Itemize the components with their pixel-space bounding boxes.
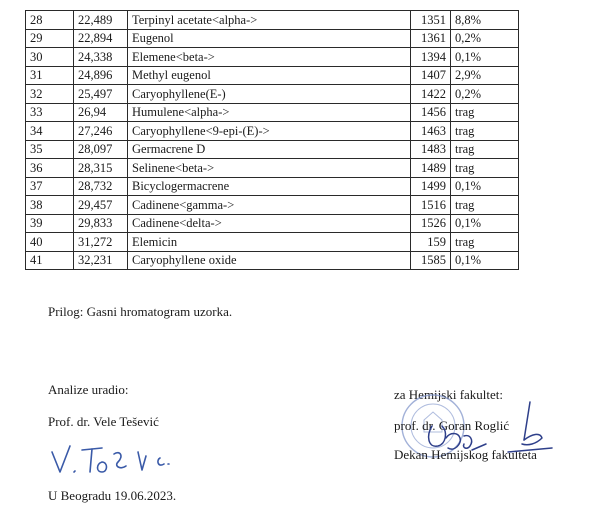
cell-percentage: trag	[451, 122, 519, 141]
cell-percentage: trag	[451, 140, 519, 159]
attachment-note: Prilog: Gasni hromatogram uzorka.	[48, 304, 233, 319]
cell-compound: Humulene<alpha->	[128, 103, 411, 122]
cell-number: 39	[26, 214, 74, 233]
cell-retention-index: 1407	[411, 66, 451, 85]
cell-number: 41	[26, 251, 74, 270]
cell-retention-index: 1489	[411, 159, 451, 178]
cell-percentage: 0,1%	[451, 48, 519, 67]
cell-number: 38	[26, 196, 74, 215]
cell-compound: Cadinene<gamma->	[128, 196, 411, 215]
table-row	[26, 11, 519, 30]
analyst-name: Prof. dr. Vele Tešević	[48, 414, 159, 429]
dean-title: Dekan Hemijskog fakulteta	[394, 447, 537, 462]
table-row	[26, 29, 519, 48]
cell-retention-index: 1463	[411, 122, 451, 141]
faculty-label: za Hemijski fakultet:	[394, 387, 504, 402]
cell-retention-index: 1351	[411, 11, 451, 30]
cell-compound: Germacrene D	[128, 140, 411, 159]
cell-compound: Elemicin	[128, 233, 411, 252]
cell-retention-index: 159	[411, 233, 451, 252]
cell-percentage: trag	[451, 159, 519, 178]
cell-retention-index: 1361	[411, 29, 451, 48]
cell-retention-time: 32,231	[74, 251, 128, 270]
cell-retention-index: 1422	[411, 85, 451, 104]
cell-retention-time: 24,896	[74, 66, 128, 85]
table-row	[26, 103, 519, 122]
cell-compound: Selinene<beta->	[128, 159, 411, 178]
cell-number: 34	[26, 122, 74, 141]
cell-retention-time: 26,94	[74, 103, 128, 122]
cell-number: 28	[26, 11, 74, 30]
cell-retention-time: 25,497	[74, 85, 128, 104]
cell-number: 32	[26, 85, 74, 104]
analyst-signature	[50, 440, 180, 480]
table-row	[26, 196, 519, 215]
cell-number: 36	[26, 159, 74, 178]
cell-retention-time: 22,489	[74, 11, 128, 30]
cell-retention-time: 29,833	[74, 214, 128, 233]
cell-percentage: 0,1%	[451, 177, 519, 196]
cell-compound: Bicyclogermacrene	[128, 177, 411, 196]
cell-number: 33	[26, 103, 74, 122]
cell-retention-time: 27,246	[74, 122, 128, 141]
cell-retention-time: 28,315	[74, 159, 128, 178]
table-row	[26, 48, 519, 67]
cell-retention-time: 28,097	[74, 140, 128, 159]
cell-retention-time: 29,457	[74, 196, 128, 215]
cell-percentage: 0,1%	[451, 214, 519, 233]
table-row	[26, 122, 519, 141]
cell-retention-index: 1456	[411, 103, 451, 122]
cell-compound: Cadinene<delta->	[128, 214, 411, 233]
cell-compound: Caryophyllene oxide	[128, 251, 411, 270]
table-row	[26, 177, 519, 196]
cell-retention-index: 1483	[411, 140, 451, 159]
table-row	[26, 140, 519, 159]
results-table	[25, 10, 519, 270]
cell-compound: Elemene<beta->	[128, 48, 411, 67]
dean-signature	[412, 396, 562, 466]
cell-retention-time: 28,732	[74, 177, 128, 196]
cell-percentage: 2,9%	[451, 66, 519, 85]
cell-retention-index: 1394	[411, 48, 451, 67]
cell-compound: Methyl eugenol	[128, 66, 411, 85]
cell-percentage: trag	[451, 233, 519, 252]
table-row	[26, 233, 519, 252]
table-row	[26, 159, 519, 178]
results-table-body	[26, 11, 519, 270]
cell-retention-index: 1526	[411, 214, 451, 233]
cell-retention-index: 1499	[411, 177, 451, 196]
cell-number: 40	[26, 233, 74, 252]
cell-number: 30	[26, 48, 74, 67]
cell-retention-time: 24,338	[74, 48, 128, 67]
cell-number: 35	[26, 140, 74, 159]
cell-compound: Caryophyllene<9-epi-(E)->	[128, 122, 411, 141]
cell-percentage: trag	[451, 103, 519, 122]
table-row	[26, 214, 519, 233]
cell-compound: Caryophyllene(E-)	[128, 85, 411, 104]
cell-percentage: 8,8%	[451, 11, 519, 30]
table-row	[26, 66, 519, 85]
cell-percentage: 0,2%	[451, 29, 519, 48]
cell-retention-time: 31,272	[74, 233, 128, 252]
cell-number: 29	[26, 29, 74, 48]
cell-compound: Terpinyl acetate<alpha->	[128, 11, 411, 30]
cell-number: 37	[26, 177, 74, 196]
dean-name: prof. dr. Goran Roglić	[394, 418, 510, 433]
analysis-label: Analize uradio:	[48, 382, 129, 397]
cell-retention-index: 1516	[411, 196, 451, 215]
place-date: U Beogradu 19.06.2023.	[48, 488, 177, 503]
cell-percentage: 0,1%	[451, 251, 519, 270]
table-row	[26, 85, 519, 104]
table-row	[26, 251, 519, 270]
cell-retention-index: 1585	[411, 251, 451, 270]
cell-compound: Eugenol	[128, 29, 411, 48]
cell-retention-time: 22,894	[74, 29, 128, 48]
cell-percentage: trag	[451, 196, 519, 215]
cell-number: 31	[26, 66, 74, 85]
cell-percentage: 0,2%	[451, 85, 519, 104]
